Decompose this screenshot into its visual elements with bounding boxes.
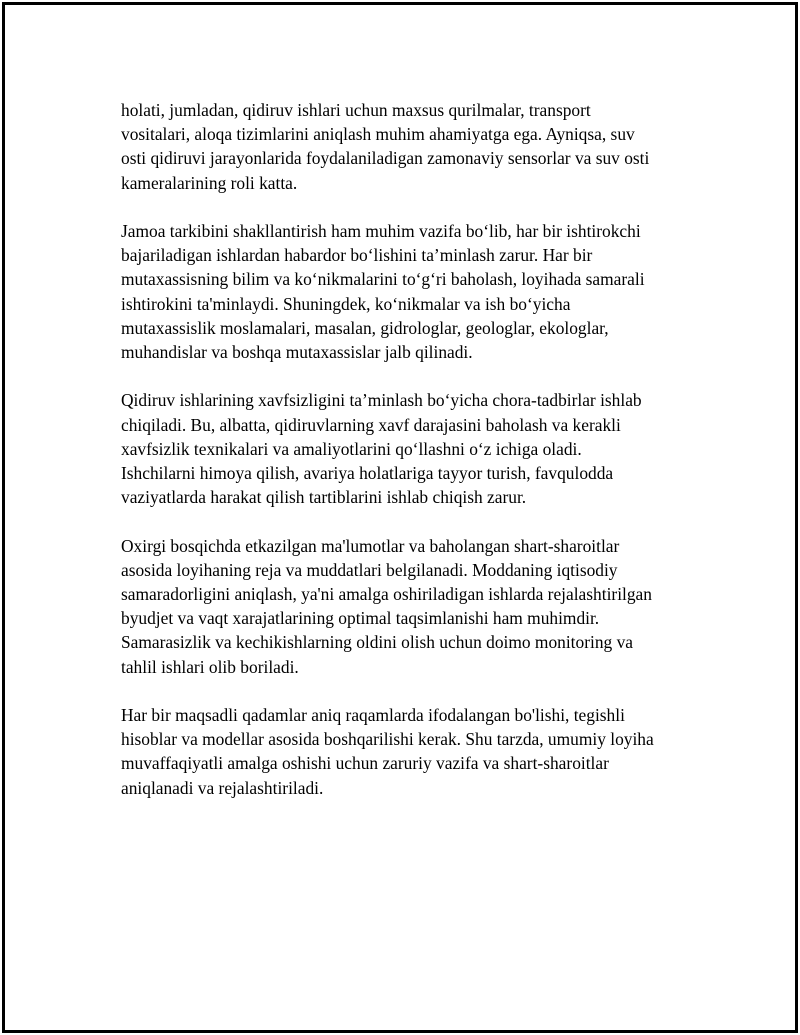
text-line: asosida loyihaning reja va muddatlari belgilanadi. Moddaning iqtisodiy xyxy=(121,559,618,580)
paragraph-3 xyxy=(121,388,701,509)
text-line: vositalari, aloqa tizimlarini aniqlash muhim ahamiyatga ega. Ayniqsa, suv xyxy=(121,124,635,145)
text-line: byudjet va vaqt xarajatlarining optimal taqsimlanishi ham muhimdir. xyxy=(121,608,600,629)
text-line: Qidiruv ishlarining xavfsizligini taʼminlash boʻyicha chora-tadbirlar ishlab xyxy=(121,390,642,411)
text-line: bajariladigan ishlardan habardor boʻlishini taʼminlash zarur. Har bir xyxy=(121,245,593,266)
text-line: Jamoa tarkibini shakllantirish ham muhim vazifa boʻlib, har bir ishtirokchi xyxy=(121,221,641,241)
text-line: tahlil ishlari olib boriladi. xyxy=(121,656,299,677)
page-body xyxy=(121,98,701,824)
paragraph-2 xyxy=(121,219,701,364)
text-line: muhandislar va boshqa mutaxassislar jalb qilinadi. xyxy=(121,342,473,363)
text-line: mutaxassislik moslamalari, masalan, gidrologlar, geologlar, ekologlar, xyxy=(121,317,609,338)
text-line: ishtirokini ta'minlaydi. Shuningdek, koʻnikmalar va ish boʻyicha xyxy=(121,293,571,314)
text-line: hisoblar va modellar asosida boshqarilishi kerak. Shu tarzda, umumiy loyiha xyxy=(121,729,654,750)
text-line: Oxirgi bosqichda etkazilgan ma'lumotlar va baholangan shart-sharoitlar xyxy=(121,535,620,556)
paragraph-4 xyxy=(121,534,701,679)
text-line: muvaffaqiyatli amalga oshishi uchun zaruriy vazifa va shart-sharoitlar xyxy=(121,753,609,774)
text-line: Ishchilarni himoya qilish, avariya holatlariga tayyor turish, favqulodda xyxy=(121,463,614,484)
text-line: holati, jumladan, qidiruv ishlari uchun maxsus qurilmalar, transport xyxy=(121,100,591,120)
paragraph-5 xyxy=(121,703,701,800)
text-line: osti qidiruvi jarayonlarida foydalaniladigan zamonaviy sensorlar va suv osti xyxy=(121,148,650,169)
text-line: mutaxassisning bilim va koʻnikmalarini toʻgʻri baholash, loyihada samarali xyxy=(121,269,645,290)
page-border xyxy=(2,2,798,1033)
text-line: xavfsizlik texnikalari va amaliyotlarini qoʻllashni oʻz ichiga oladi. xyxy=(121,438,582,459)
text-line: Har bir maqsadli qadamlar aniq raqamlarda ifodalangan bo'lishi, tegishli xyxy=(121,705,625,726)
text-line: chiqiladi. Bu, albatta, qidiruvlarning xavf darajasini baholash va kerakli xyxy=(121,414,621,435)
text-line: aniqlanadi va rejalashtiriladi. xyxy=(121,777,324,798)
text-line: kameralarining roli katta. xyxy=(121,172,298,193)
text-line: samaradorligini aniqlash, ya'ni amalga oshiriladigan ishlarda rejalashtirilgan xyxy=(121,584,652,605)
paragraph-1 xyxy=(121,98,701,195)
text-line: Samarasizlik va kechikishlarning oldini olish uchun doimo monitoring va xyxy=(121,632,633,653)
text-line: vaziyatlarda harakat qilish tartiblarini ishlab chiqish zarur. xyxy=(121,487,527,508)
